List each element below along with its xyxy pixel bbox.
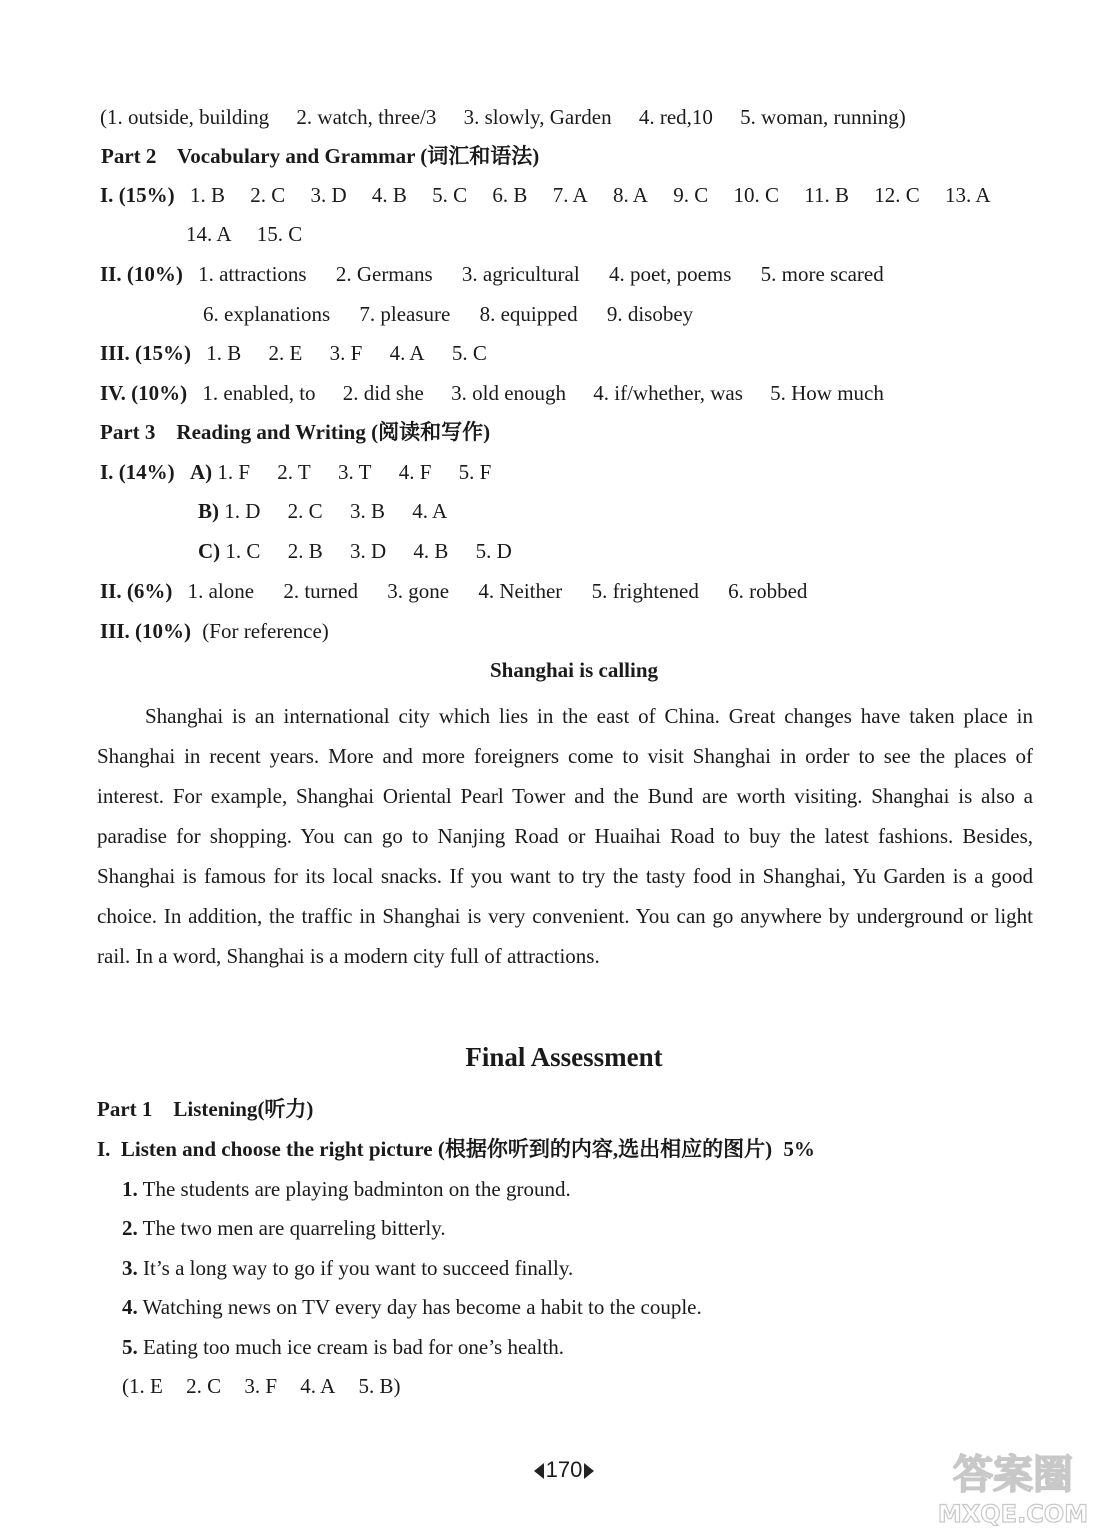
- list-item: [122, 1255, 573, 1281]
- part2-section-1: [100, 182, 991, 208]
- section-percent: 5%: [783, 1137, 815, 1161]
- part3-section-3: [100, 618, 329, 644]
- list-item: [122, 1334, 564, 1360]
- section-number: IV.: [100, 381, 126, 405]
- list-item: [122, 1215, 446, 1241]
- answer-item: 1. B: [189, 183, 225, 207]
- section-percent: (15%): [118, 183, 175, 207]
- section-number: II.: [100, 262, 122, 286]
- answer-item: 12. C: [874, 183, 920, 207]
- answer-item: 8. A: [612, 183, 648, 207]
- answer-item: 5. C: [432, 183, 468, 207]
- section-number: III.: [100, 341, 130, 365]
- right-triangle-icon: [584, 1463, 594, 1479]
- watermark-line1: 答案圈: [953, 1452, 1073, 1498]
- answer-item: 6. explanations: [203, 302, 331, 326]
- answer-item: 6. B: [492, 183, 528, 207]
- item-number: 1.: [122, 1177, 138, 1201]
- part2-section-2: [100, 261, 884, 287]
- part-title: Listening: [173, 1097, 258, 1121]
- answer-item: 4. red,10: [638, 105, 713, 129]
- section-percent: (10%): [126, 262, 183, 286]
- answer-item: 4. A: [412, 499, 448, 523]
- answer-item: 2. B: [287, 539, 323, 563]
- part-title: Vocabulary and Grammar: [177, 144, 416, 168]
- answer-item: (1. outside, building: [100, 105, 270, 129]
- final-part1-heading: [97, 1096, 313, 1122]
- section-percent: (14%): [118, 460, 175, 484]
- item-text: The students are playing badminton on the ground.: [142, 1177, 571, 1201]
- list-item: [122, 1294, 702, 1320]
- answer-item: 4. if/whether, was: [593, 381, 743, 405]
- answer-item: 5. How much: [770, 381, 884, 405]
- answer-item: 5. C: [451, 341, 487, 365]
- left-triangle-icon: [534, 1463, 544, 1479]
- answer-item: 2. C: [250, 183, 286, 207]
- page-title: Final Assessment: [465, 1042, 663, 1072]
- item-number: 3.: [122, 1256, 138, 1280]
- answer-item: 4. B: [413, 539, 449, 563]
- answer-item: 8. equipped: [479, 302, 578, 326]
- section-heading-cn: (根据你听到的内容,选出相应的图片): [437, 1137, 773, 1161]
- answer-item: 2. watch, three/3: [296, 105, 437, 129]
- answer-item: 5. woman, running): [740, 105, 906, 129]
- item-text: Eating too much ice cream is bad for one’s health.: [143, 1335, 565, 1359]
- answer-item: 9. disobey: [606, 302, 694, 326]
- item-text: The two men are quarreling bitterly.: [142, 1216, 446, 1240]
- prev-listening-answers: [100, 104, 906, 130]
- watermark-logo: [928, 1440, 1098, 1530]
- answer-item: 5. F: [458, 460, 492, 484]
- item-text: It’s a long way to go if you want to succeed finally.: [143, 1256, 574, 1280]
- answer-item: 7. A: [552, 183, 588, 207]
- item-number: 2.: [122, 1216, 138, 1240]
- part-label: Part 3: [100, 420, 156, 444]
- answer-item: 5. B): [358, 1374, 401, 1398]
- essay-body: Shanghai is an international city which lies in the east of China. Great changes have taken place in Shanghai in recent years. More and more foreigners come to visit Shanghai in order to see the places of interest. For example, Shanghai Oriental Pearl Tower and the Bund are worth visiting. Shanghai is also a paradise for shopping. You can go to Nanjing Road or Huaihai Road to buy the latest fashions. Besides, Shanghai is famous for its local snacks. If you want to try the tasty food in Shanghai, Yu Garden is a good choice. In addition, the traffic in Shanghai is very convenient. You can go anywhere by underground or light rail. In a word, Shanghai is a modern city full of attractions.: [97, 704, 1033, 968]
- answer-item: 6. robbed: [728, 579, 808, 603]
- section-percent: (15%): [135, 341, 192, 365]
- answer-item: 1. attractions: [198, 262, 307, 286]
- answer-item: 4. F: [398, 460, 432, 484]
- answer-item: 2. did she: [342, 381, 424, 405]
- answer-item: 15. C: [256, 222, 303, 246]
- answer-item: 2. E: [268, 341, 303, 365]
- item-number: 4.: [122, 1295, 138, 1319]
- answer-item: 14. A: [186, 222, 232, 246]
- answer-item: 3. D: [349, 539, 387, 563]
- answer-item: 5. more scared: [760, 262, 884, 286]
- subsection-label: B): [198, 499, 219, 523]
- section-percent: (6%): [126, 579, 173, 603]
- answer-item: 13. A: [945, 183, 991, 207]
- section-percent: (10%): [135, 619, 192, 643]
- subsection-label: A): [189, 460, 213, 484]
- final-section-1-heading: [97, 1136, 815, 1162]
- answer-item: 5. frightened: [591, 579, 699, 603]
- answer-item: 4. A: [300, 1374, 336, 1398]
- part2-section-3: [100, 340, 487, 366]
- part2-heading: [101, 143, 539, 169]
- subsection-label: C): [198, 539, 221, 563]
- section-number: I.: [100, 183, 114, 207]
- section-percent: (10%): [131, 381, 188, 405]
- part-label: Part 1: [97, 1097, 153, 1121]
- section-number: III.: [100, 619, 130, 643]
- part-title: Reading and Writing: [176, 420, 366, 444]
- answer-item: 3. old enough: [451, 381, 567, 405]
- answer-item: 3. slowly, Garden: [463, 105, 612, 129]
- item-number: 5.: [122, 1335, 138, 1359]
- answer-item: 11. B: [804, 183, 849, 207]
- part3-section-1a: [100, 459, 491, 485]
- part3-section-1b: [198, 498, 447, 524]
- answer-item: 9. C: [673, 183, 709, 207]
- section-number: II.: [100, 579, 122, 603]
- answer-item: 10. C: [733, 183, 779, 207]
- reference-note: (For reference): [202, 619, 329, 643]
- part-title-cn: (听力): [257, 1097, 314, 1121]
- answer-item: 1. C: [225, 539, 261, 563]
- answer-item: 3. gone: [387, 579, 450, 603]
- answer-item: 3. B: [349, 499, 385, 523]
- answer-item: 1. F: [217, 460, 251, 484]
- part3-section-2: [100, 578, 807, 604]
- answer-item: 2. Germans: [335, 262, 433, 286]
- answer-item: 1. B: [206, 341, 242, 365]
- final-answers: [122, 1373, 401, 1399]
- answer-item: 2. C: [287, 499, 323, 523]
- answer-item: 2. turned: [283, 579, 358, 603]
- part-title-cn: (词汇和语法): [420, 144, 540, 168]
- part2-section-1-cont: [186, 221, 302, 247]
- section-heading: I. Listen and choose the right picture: [97, 1137, 433, 1161]
- part-title-cn: (阅读和写作): [371, 420, 491, 444]
- answer-item: 2. T: [277, 460, 311, 484]
- answer-item: 2. C: [186, 1374, 222, 1398]
- part3-heading: [100, 419, 490, 445]
- answer-item: 4. A: [389, 341, 425, 365]
- part2-section-2-cont: [203, 301, 693, 327]
- watermark-line2: MXQE.COM: [937, 1500, 1089, 1528]
- page-number-text: 170: [545, 1457, 583, 1482]
- part3-section-1c: [198, 538, 512, 564]
- answer-item: 4. Neither: [478, 579, 563, 603]
- essay-title: Shanghai is calling: [489, 658, 659, 682]
- part2-section-4: [100, 380, 884, 406]
- item-text: Watching news on TV every day has become a habit to the couple.: [142, 1295, 702, 1319]
- answer-item: 3. F: [244, 1374, 278, 1398]
- part-label: Part 2: [101, 144, 157, 168]
- answer-item: 3. T: [338, 460, 372, 484]
- answer-item: 3. D: [310, 183, 347, 207]
- answer-item: 3. agricultural: [461, 262, 580, 286]
- answer-item: 5. D: [475, 539, 512, 563]
- answer-item: 4. B: [371, 183, 407, 207]
- answer-item: 1. enabled, to: [202, 381, 316, 405]
- answer-item: 1. D: [224, 499, 261, 523]
- answer-item: 7. pleasure: [359, 302, 451, 326]
- answer-item: 1. alone: [187, 579, 255, 603]
- answer-item: 3. F: [329, 341, 363, 365]
- list-item: [122, 1176, 571, 1202]
- section-number: I.: [100, 460, 114, 484]
- answer-item: 4. poet, poems: [608, 262, 732, 286]
- answer-item: (1. E: [122, 1374, 163, 1398]
